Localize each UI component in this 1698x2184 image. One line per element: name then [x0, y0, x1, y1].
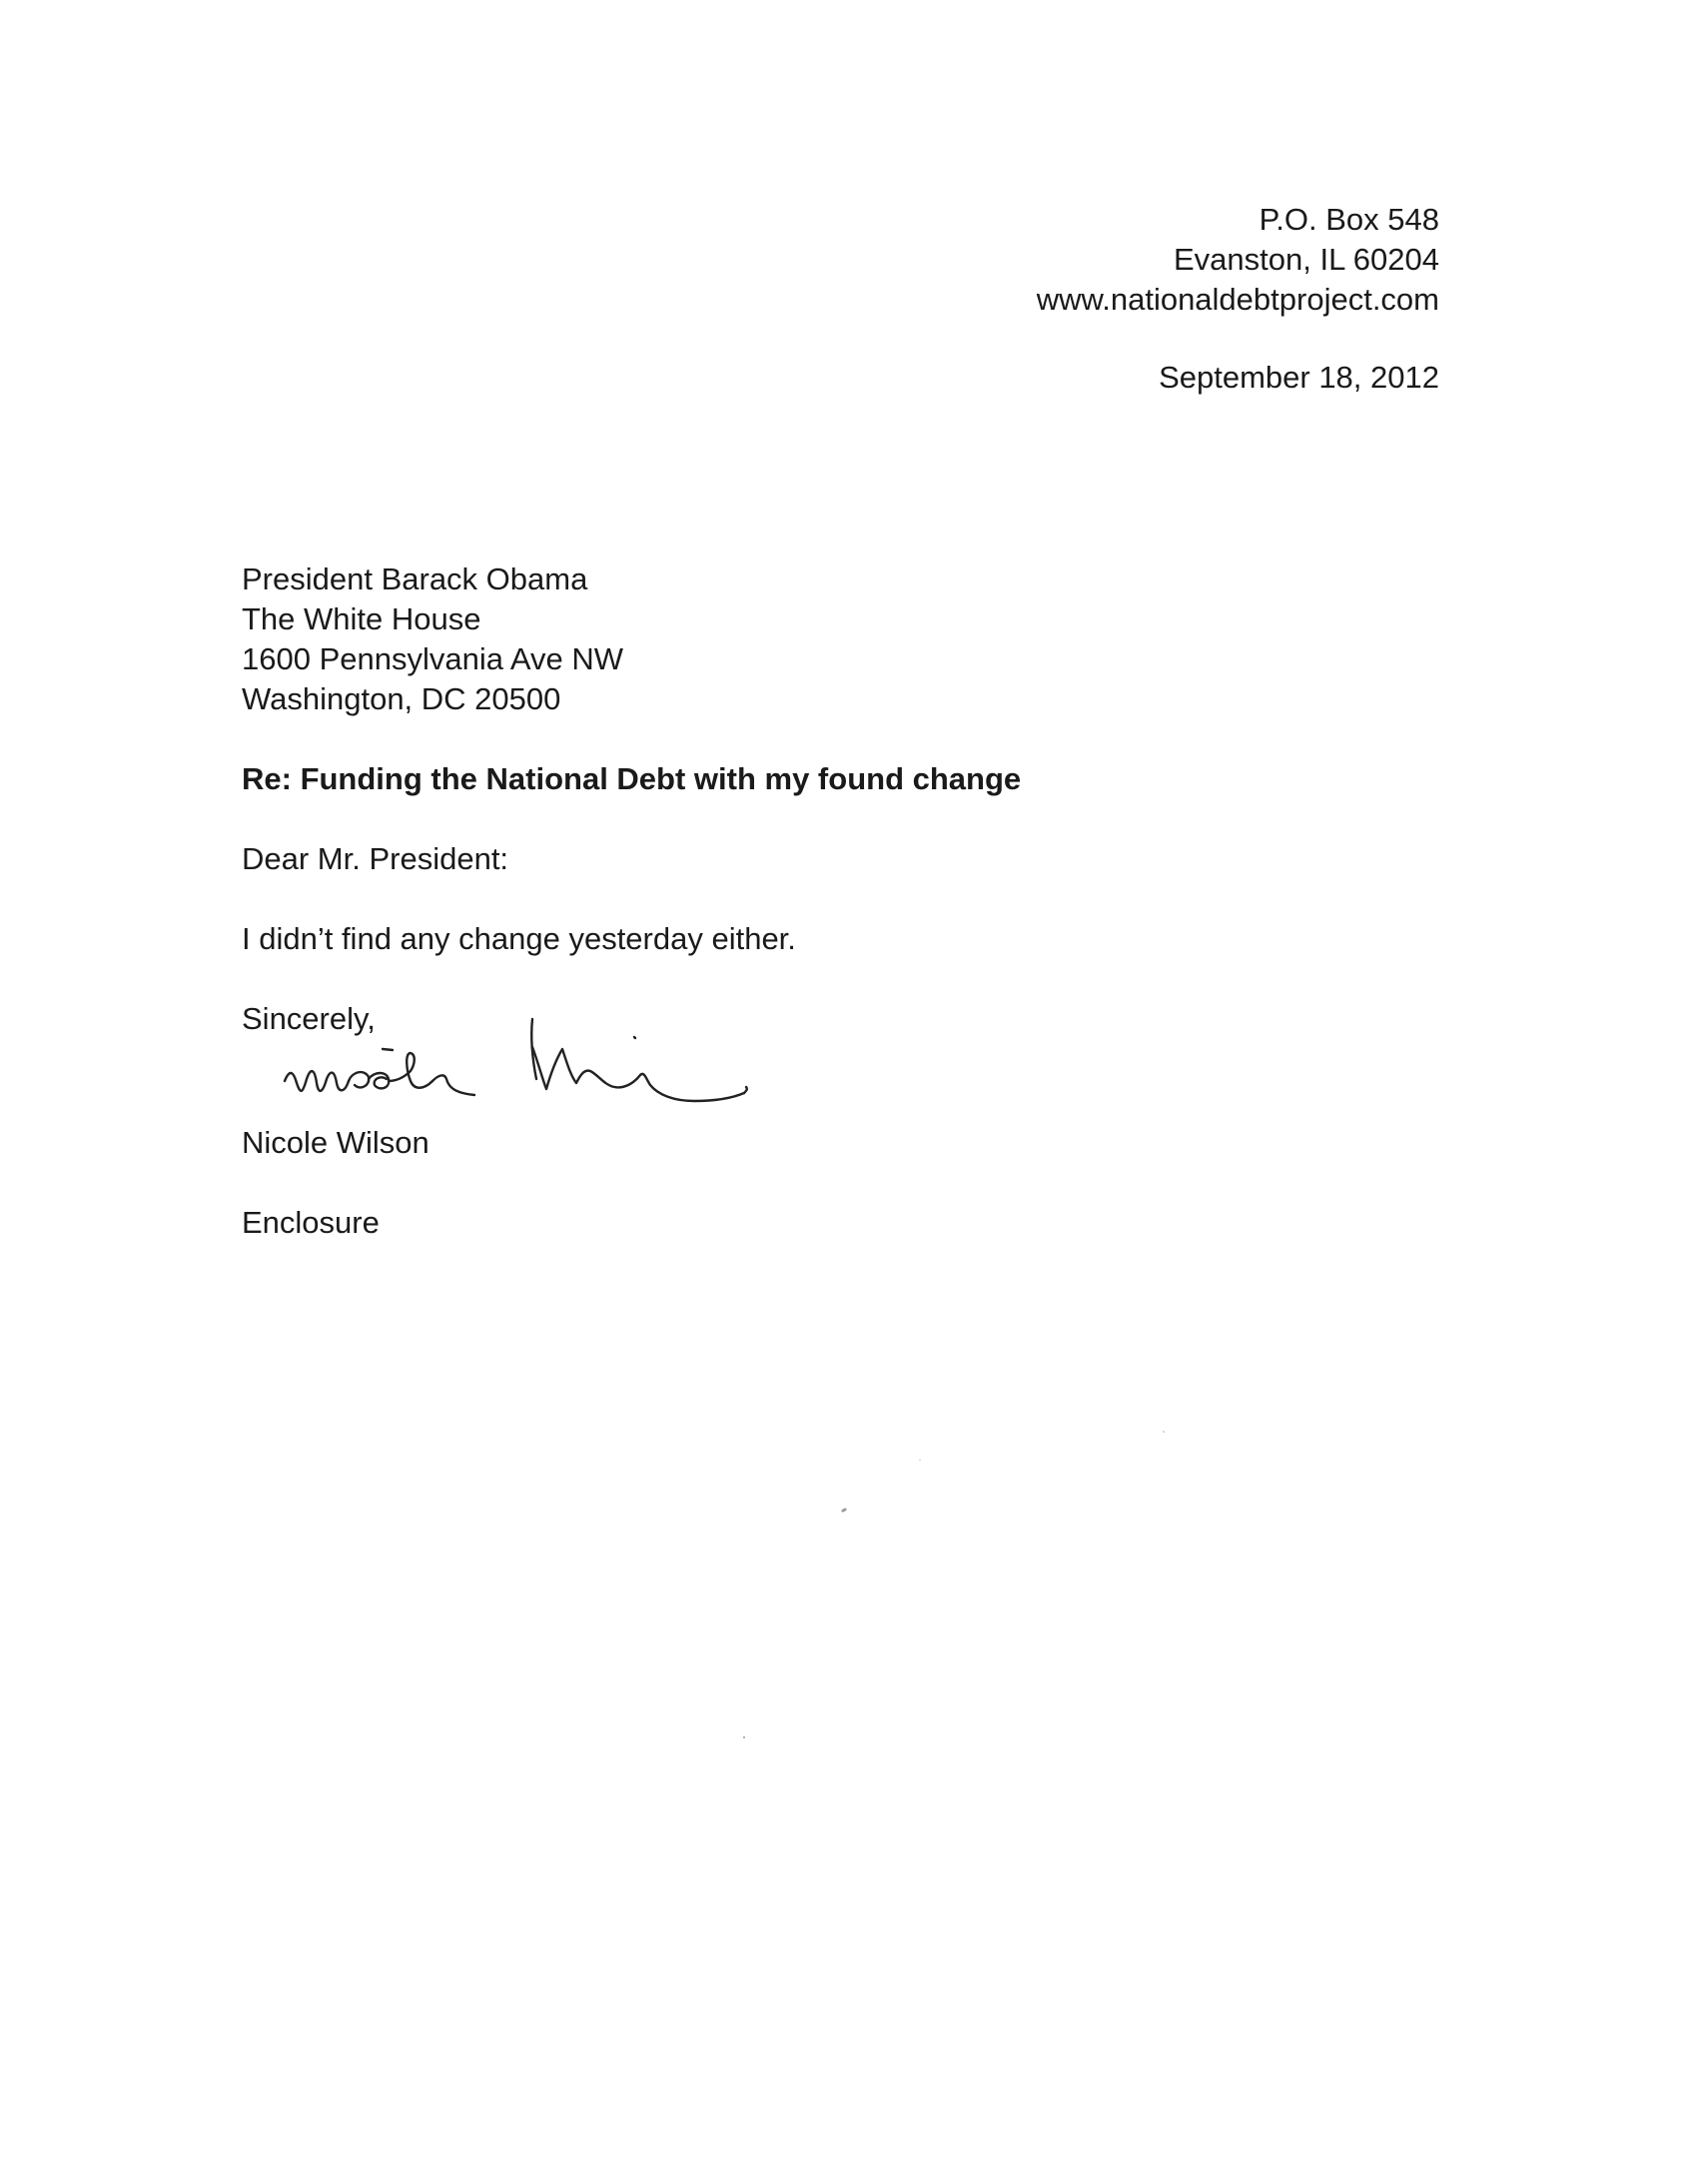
scan-speck: [841, 1508, 848, 1514]
recipient-line4: Washington, DC 20500: [242, 681, 561, 716]
scan-speck: [743, 1736, 745, 1738]
salutation: Dear Mr. President:: [242, 841, 509, 876]
recipient-line1: President Barack Obama: [242, 561, 588, 596]
recipient-line2: The White House: [242, 601, 481, 636]
scan-speck: [1163, 1431, 1165, 1433]
sender-address-line1: P.O. Box 548: [1259, 202, 1439, 237]
closing: Sincerely,: [242, 1001, 376, 1036]
letter-date: September 18, 2012: [1159, 360, 1439, 395]
body-paragraph: I didn’t find any change yesterday either.: [242, 921, 796, 956]
sender-website: www.nationaldebtproject.com: [1036, 282, 1439, 317]
scan-speck: [919, 1459, 921, 1461]
enclosure-note: Enclosure: [242, 1205, 380, 1240]
sender-address-line2: Evanston, IL 60204: [1174, 242, 1439, 277]
recipient-line3: 1600 Pennsylvania Ave NW: [242, 641, 623, 676]
subject-line: Re: Funding the National Debt with my found change: [242, 761, 1022, 796]
handwritten-signature: [275, 1009, 794, 1129]
signature-name: Nicole Wilson: [242, 1125, 429, 1160]
